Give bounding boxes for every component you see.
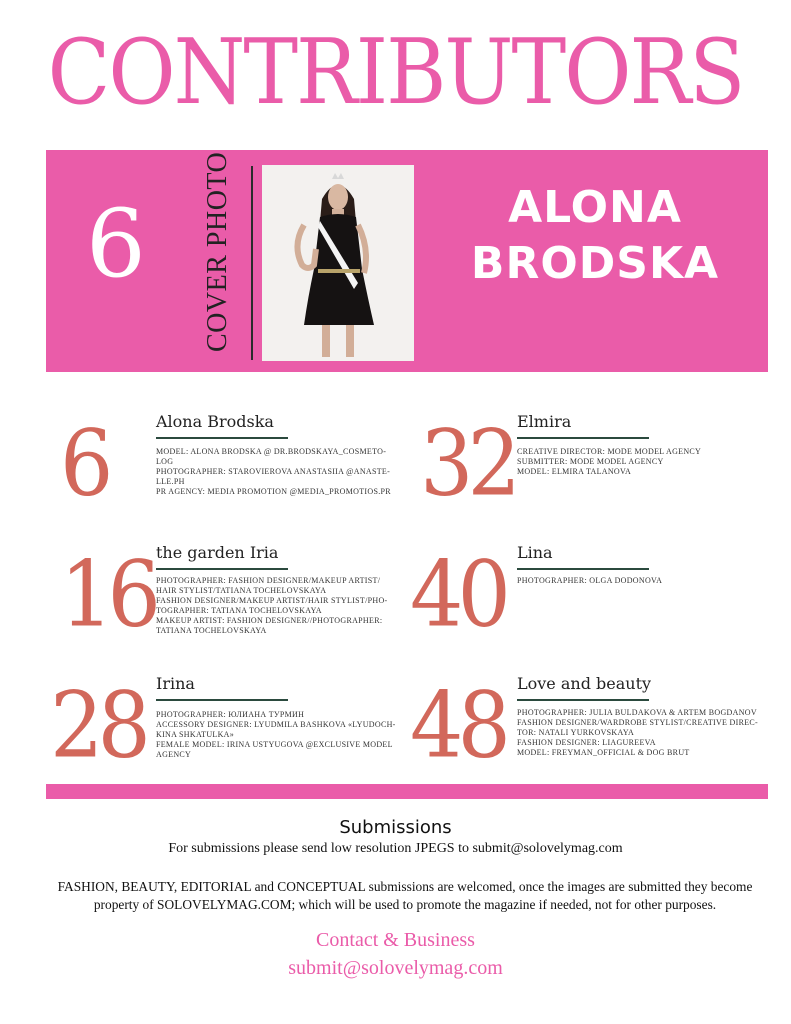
contributor-name: Love and beauty xyxy=(517,674,652,693)
cover-name xyxy=(470,180,720,292)
credit-line: SUBMITTER: MODE MODEL AGENCY xyxy=(517,457,664,466)
credit-line: MODEL: ALONA BRODSKA @ DR.BRODSKAYA_COSMETO- xyxy=(156,447,387,456)
page-number: 6 xyxy=(60,410,108,517)
contributor-entry[interactable] xyxy=(420,410,780,520)
credit-lines xyxy=(156,576,388,636)
cover-name-line2: BRODSKA xyxy=(470,238,720,289)
credit-lines xyxy=(156,447,391,497)
submissions-terms: FASHION, BEAUTY, EDITORIAL and CONCEPTUAL submissions are welcomed, once the images are submitted they become property of SOLOVELYMAG.COM; which will be used to promote the magazine if needed, not for other purposes. xyxy=(57,879,753,912)
title-rule xyxy=(156,699,288,701)
contributor-name: Alona Brodska xyxy=(156,412,274,431)
page-number: 40 xyxy=(410,541,505,648)
credit-line: LLE.PH xyxy=(156,477,185,486)
cover-name-line1: ALONA xyxy=(508,182,682,233)
credit-line: PHOTOGRAPHER: FASHION DESIGNER/MAKEUP ARTIST/ xyxy=(156,576,381,585)
credit-line: MAKEUP ARTIST: FASHION DESIGNER//PHOTOGRAPHER: xyxy=(156,616,383,625)
credit-line: PHOTOGRAPHER: JULIA BULDAKOVA & ARTEM BOGDANOV xyxy=(517,708,757,717)
contact-email-link[interactable]: submit@solovelymag.com xyxy=(288,957,503,979)
contributor-name: the garden Iria xyxy=(156,543,279,562)
cover-photo[interactable] xyxy=(262,165,414,361)
credit-line: AGENCY xyxy=(156,750,192,759)
submissions-heading: Submissions xyxy=(339,817,452,838)
contributor-entry[interactable] xyxy=(410,541,770,651)
credit-line: FASHION DESIGNER: LIAGUREEVA xyxy=(517,738,656,747)
credit-line: LOG xyxy=(156,457,174,466)
page-title: CONTRIBUTORS xyxy=(47,20,744,125)
cover-photo-illustration xyxy=(262,165,414,361)
title-rule xyxy=(517,699,649,701)
title-rule xyxy=(517,568,649,570)
page-number: 32 xyxy=(420,410,515,517)
credit-line: TOR: NATALI YURKOVSKAYA xyxy=(517,728,635,737)
credit-line: TOGRAPHER: TATIANA TOCHELOVSKAYA xyxy=(156,606,322,615)
title-rule xyxy=(517,437,649,439)
contributor-name: Elmira xyxy=(517,412,572,431)
credit-line: TATIANA TOCHELOVSKAYA xyxy=(156,626,267,635)
credit-lines xyxy=(517,576,662,586)
credit-line: MODEL: ELMIRA TALANOVA xyxy=(517,467,632,476)
credit-line: PHOTOGRAPHER: OLGA DODONOVA xyxy=(517,576,663,585)
credit-line: FEMALE MODEL: IRINA USTYUGOVA @EXCLUSIVE MODEL xyxy=(156,740,393,749)
credit-line: HAIR STYLIST/TATIANA TOCHELOVSKAYA xyxy=(156,586,327,595)
credit-line: MODEL: FREYMAN_OFFICIAL & DOG BRUT xyxy=(517,748,690,757)
contributor-name: Lina xyxy=(517,543,553,562)
cover-page-number: 6 xyxy=(86,190,146,299)
title-rule xyxy=(156,568,288,570)
cover-photo-label: COVER PHOTO xyxy=(202,151,233,352)
page-number: 28 xyxy=(50,672,145,779)
cover-divider xyxy=(251,166,253,360)
credit-lines xyxy=(156,710,396,760)
page-number: 16 xyxy=(60,541,155,648)
credit-line: ACCESSORY DESIGNER: LYUDMILA BASHKOVA «LYUDOCH- xyxy=(156,720,396,729)
credit-line: PHOTOGRAPHER: ЮЛИАНА ТУРМИН xyxy=(156,710,305,719)
credit-lines xyxy=(517,447,701,477)
submissions-instructions: For submissions please send low resolution JPEGS to submit@solovelymag.com xyxy=(168,841,623,856)
page-number: 48 xyxy=(410,672,505,779)
contributor-entry[interactable] xyxy=(60,410,420,520)
credit-line: KINA SHKATULKA» xyxy=(156,730,235,739)
credit-line: CREATIVE DIRECTOR: MODE MODEL AGENCY xyxy=(517,447,702,456)
contact-heading: Contact & Business xyxy=(316,929,475,951)
contributor-name: Irina xyxy=(156,674,195,693)
title-rule xyxy=(156,437,288,439)
credit-line: PHOTOGRAPHER: STAROVIEROVA ANASTASIIA @ANASTE- xyxy=(156,467,391,476)
contributor-entry[interactable] xyxy=(410,672,770,782)
section-divider-bar xyxy=(46,784,768,799)
contributor-entry[interactable] xyxy=(60,541,420,651)
credit-line: FASHION DESIGNER/MAKEUP ARTIST/HAIR STYLIST/PHO- xyxy=(156,596,388,605)
credit-lines xyxy=(517,708,758,758)
credit-line: PR AGENCY: MEDIA PROMOTION @MEDIA_PROMOTIOS.PR xyxy=(156,487,391,496)
credit-line: FASHION DESIGNER/WARDROBE STYLIST/CREATIVE DIREC- xyxy=(517,718,758,727)
contributor-entry[interactable] xyxy=(50,672,410,782)
